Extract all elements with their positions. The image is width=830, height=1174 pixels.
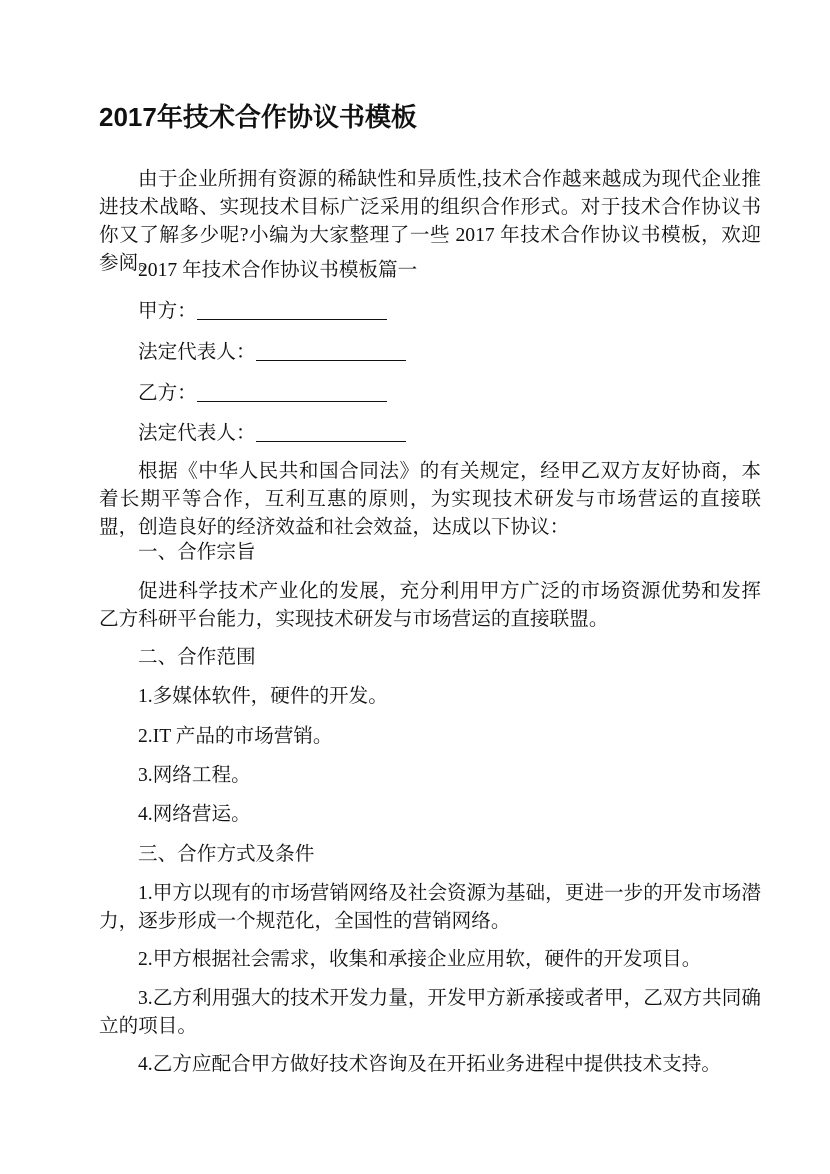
- intro-paragraph: 由于企业所拥有资源的稀缺性和异质性,技术合作越来越成为现代企业推进技术战略、实现技术目标广泛采用的组织合作形式。对于技术合作协议书你又了解多少呢?小编为大家整理了一些 2017 年技术合作协议书模板，欢迎参阅。: [99, 169, 761, 274]
- terms-item: 4.乙方应配合甲方做好技术咨询及在开拓业务进程中提供技术支持。: [138, 1054, 721, 1075]
- rep-b-line: [99, 420, 761, 448]
- terms-item: 2.甲方根据社会需求，收集和承接企业应用软，硬件的开发项目。: [138, 949, 702, 970]
- party-b-blank: [197, 381, 387, 402]
- heading-1: 一、合作宗旨: [138, 542, 256, 563]
- section-title: 2017 年技术合作协议书模板篇一: [138, 260, 418, 281]
- party-a-blank: [197, 299, 387, 320]
- heading-3: 三、合作方式及条件: [138, 844, 315, 865]
- preamble-paragraph: 根据《中华人民共和国合同法》的有关规定，经甲乙双方友好协商，本着长期平等合作，互利互惠的原则，为实现技术研发与市场营运的直接联盟，创造良好的经济效益和社会效益，达成以下协议：: [99, 461, 761, 538]
- party-b-label: 乙方：: [138, 383, 197, 404]
- party-a-label: 甲方：: [138, 301, 197, 322]
- scope-item: 3.网络工程。: [138, 765, 251, 786]
- terms-item: 1.甲方以现有的市场营销网络及社会资源为基础，更进一步的开发市场潜力，逐步形成一个规范化，全国性的营销网络。: [99, 883, 761, 932]
- rep-b-label: 法定代表人：: [138, 423, 256, 444]
- scope-item: 1.多媒体软件，硬件的开发。: [138, 686, 388, 707]
- scope-item: 4.网络营运。: [138, 804, 251, 825]
- document-title: 2017年技术合作协议书模板: [99, 102, 417, 132]
- party-a-line: [99, 298, 761, 326]
- heading-2: 二、合作范围: [138, 647, 256, 668]
- rep-a-label: 法定代表人：: [138, 342, 256, 363]
- scope-item: 2.IT 产品的市场营销。: [138, 726, 333, 747]
- rep-a-blank: [256, 340, 406, 361]
- rep-b-blank: [256, 421, 406, 442]
- terms-item: 3.乙方利用强大的技术开发力量，开发甲方新承接或者甲，乙双方共同确立的项目。: [99, 988, 761, 1037]
- rep-a-line: [99, 339, 761, 367]
- party-b-line: [99, 380, 761, 408]
- purpose-paragraph: 促进科学技术产业化的发展，充分利用甲方广泛的市场资源优势和发挥乙方科研平台能力，实现技术研发与市场营运的直接联盟。: [99, 581, 761, 630]
